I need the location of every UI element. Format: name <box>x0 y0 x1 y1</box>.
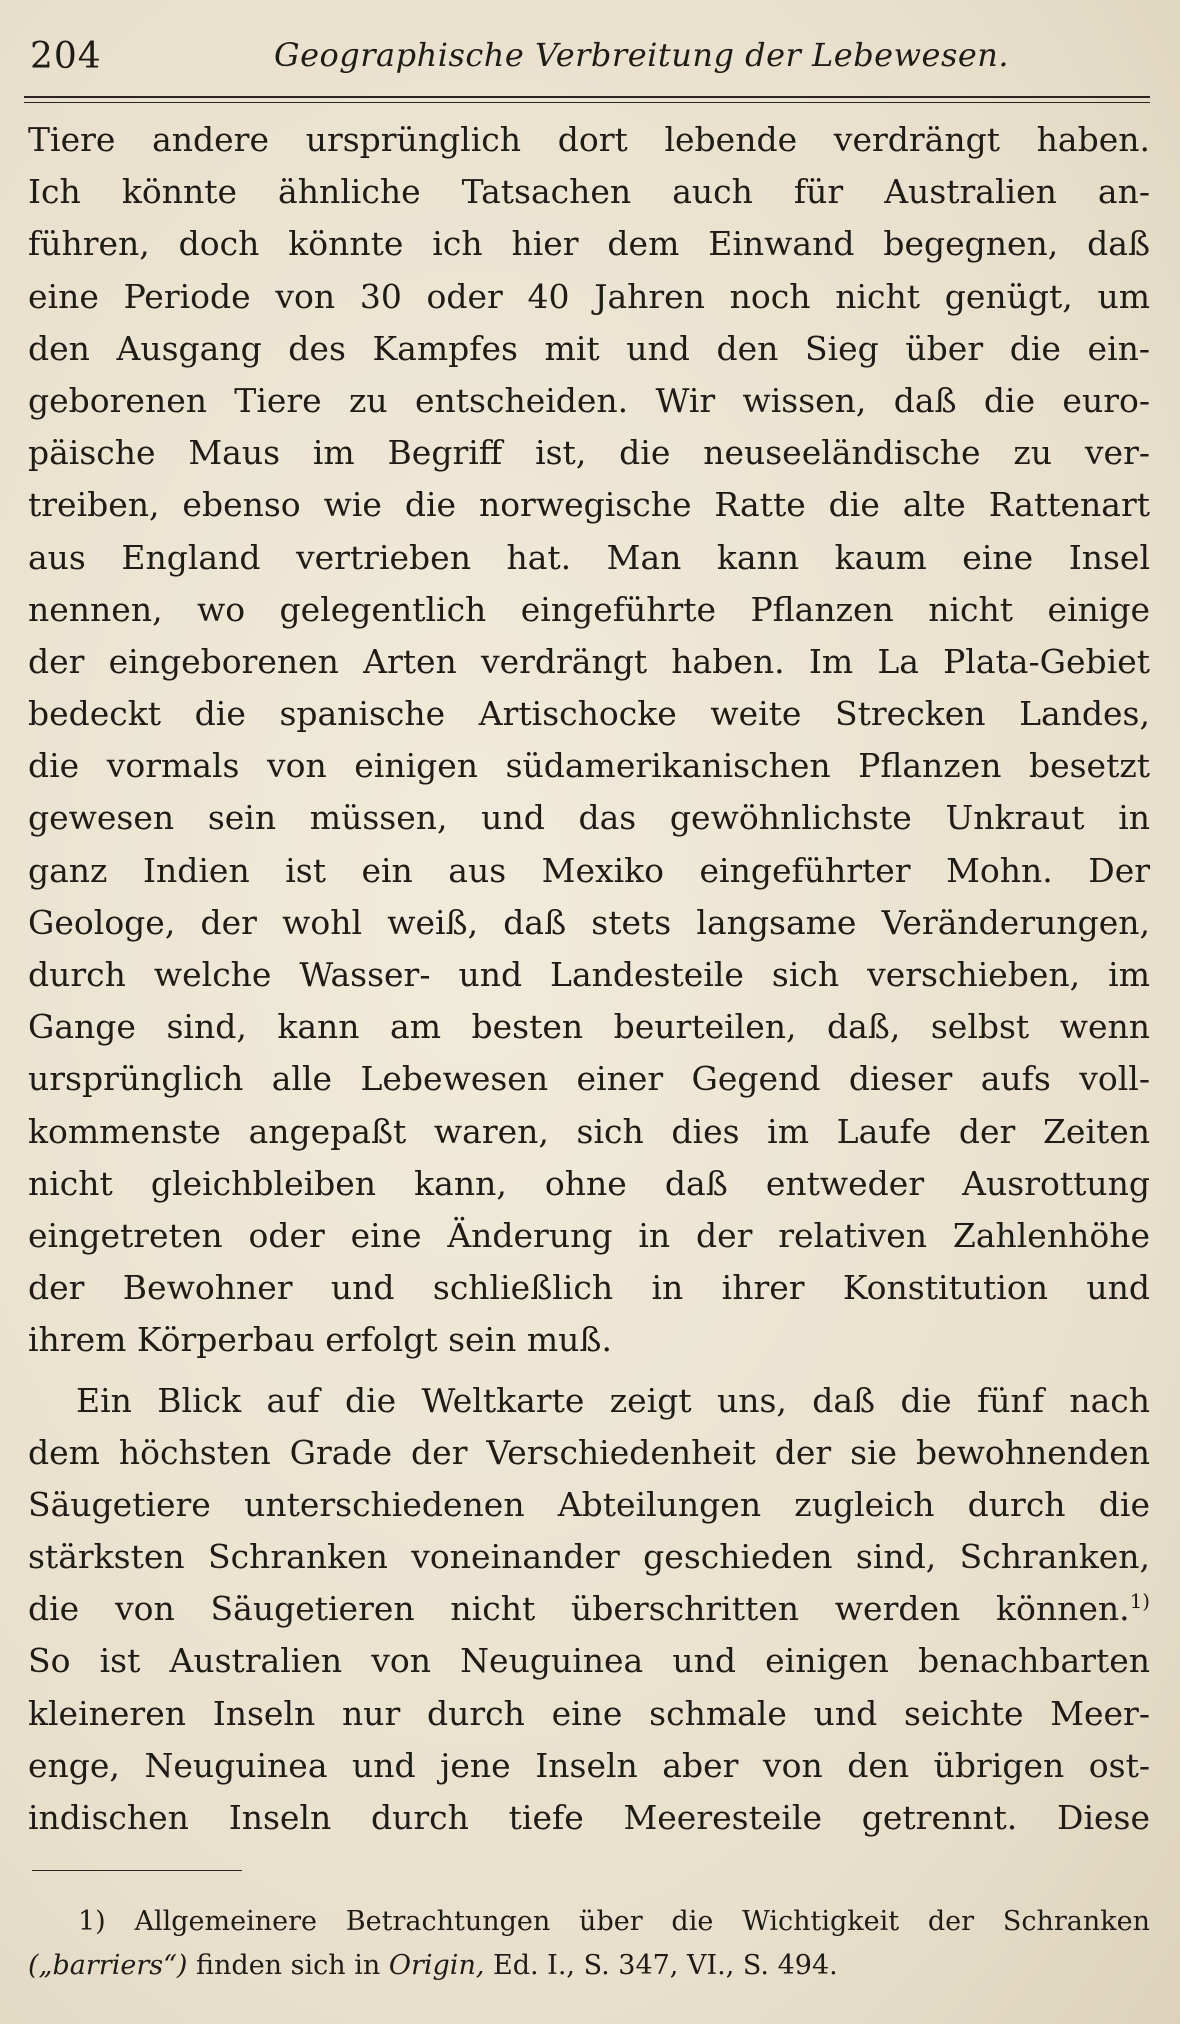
text-line: kommenste angepaßt waren, sich dies im Laufe der Zeiten <box>28 1111 1150 1151</box>
footnote-line <box>28 1944 1150 1988</box>
text-line: Ich könnte ähnliche Tatsachen auch für Australien an- <box>28 172 1150 212</box>
text-line: den Ausgang des Kampfes mit und den Sieg über die ein- <box>28 328 1150 368</box>
text-line: geborenen Tiere zu entscheiden. Wir wissen, daß die euro- <box>28 380 1150 420</box>
footnote-rule <box>32 1870 242 1871</box>
text-line: nennen, wo gelegentlich eingeführte Pflanzen nicht einige <box>28 589 1150 629</box>
text-line: ihrem Körperbau erfolgt sein muß. <box>28 1320 612 1360</box>
text-line: aus England vertrieben hat. Man kann kaum eine Insel <box>28 537 1150 577</box>
page-number: 204 <box>30 36 102 77</box>
text-line: indischen Inseln durch tiefe Meeresteile getrennt. Diese <box>28 1798 1150 1837</box>
text-line: eingetreten oder eine Änderung in der relativen Zahlenhöhe <box>28 1215 1150 1255</box>
text-line: päische Maus im Begriff ist, die neuseeländische zu ver- <box>28 433 1150 473</box>
text-line: enge, Neuguinea und jene Inseln aber von den übrigen ost- <box>28 1745 1150 1785</box>
text-line: ursprünglich alle Lebewesen einer Gegend dieser aufs voll- <box>28 1059 1150 1099</box>
paragraph-1 <box>28 114 1150 1367</box>
text-line: durch welche Wasser- und Landesteile sich verschieben, im <box>28 955 1150 994</box>
text-line: der eingeborenen Arten verdrängt haben. Im La Plata-Gebiet <box>28 641 1150 681</box>
text-line-content: die von Säugetieren nicht überschritten werden können. <box>28 1589 1130 1629</box>
text-line: dem höchsten Grade der Verschiedenheit der sie bewohnenden <box>28 1432 1150 1472</box>
text-line: ganz Indien ist ein aus Mexiko eingeführter Mohn. Der <box>28 850 1150 890</box>
text-line: Tiere andere ursprünglich dort lebende verdrängt haben. <box>28 120 1150 159</box>
text-line: der Bewohner und schließlich in ihrer Konstitution und <box>28 1268 1150 1308</box>
text-line: Säugetiere unterschiedenen Abteilungen zugleich durch die <box>28 1484 1150 1524</box>
text-line: Gange sind, kann am besten beurteilen, daß, selbst wenn <box>28 1007 1150 1047</box>
body-text <box>28 114 1150 1844</box>
footnote-text: finden sich in <box>187 1950 389 1981</box>
text-line: nicht gleichbleiben kann, ohne daß entweder Ausrottung <box>28 1163 1150 1203</box>
text-line-with-footnote <box>28 1583 1150 1635</box>
paragraph-2 <box>28 1375 1150 1845</box>
text-line: gewesen sein müssen, und das gewöhnlichste Unkraut in <box>28 798 1150 838</box>
text-line: bedeckt die spanische Artischocke weite Strecken Landes, <box>28 694 1150 734</box>
text-line: die vormals von einigen südamerikanischen Pflanzen besetzt <box>28 746 1150 786</box>
page-header <box>24 28 1150 88</box>
running-title: Geographische Verbreitung der Lebewesen. <box>274 36 1010 74</box>
header-rule <box>24 96 1150 103</box>
paragraph-gap <box>28 1367 1150 1375</box>
text-line: treiben, ebenso wie die norwegische Ratte die alte Rattenart <box>28 485 1150 525</box>
text-line: kleineren Inseln nur durch eine schmale und seichte Meer- <box>28 1693 1150 1733</box>
text-line: Ein Blick auf die Weltkarte zeigt uns, daß die fünf nach <box>76 1380 1150 1420</box>
footnote-origin: Origin, <box>388 1950 485 1981</box>
footnote-barriers: („barriers“) <box>28 1950 188 1981</box>
text-line: eine Periode von 30 oder 40 Jahren noch nicht genügt, um <box>28 276 1150 316</box>
footnote-reference[interactable]: 1) <box>1129 1590 1150 1614</box>
text-line: Geologe, der wohl weiß, daß stets langsame Veränderungen, <box>28 902 1150 942</box>
text-line: führen, doch könnte ich hier dem Einwand begegnen, daß <box>28 224 1150 264</box>
text-line: stärksten Schranken voneinander geschieden sind, Schranken, <box>28 1537 1150 1577</box>
footnote-text: Ed. I., S. 347, VI., S. 494. <box>484 1950 838 1981</box>
footnotes <box>28 1900 1150 1988</box>
footnote-line: 1) Allgemeinere Betrachtungen über die Wichtigkeit der Schranken <box>78 1906 1150 1937</box>
text-line: So ist Australien von Neuguinea und einigen benachbarten <box>28 1641 1150 1681</box>
